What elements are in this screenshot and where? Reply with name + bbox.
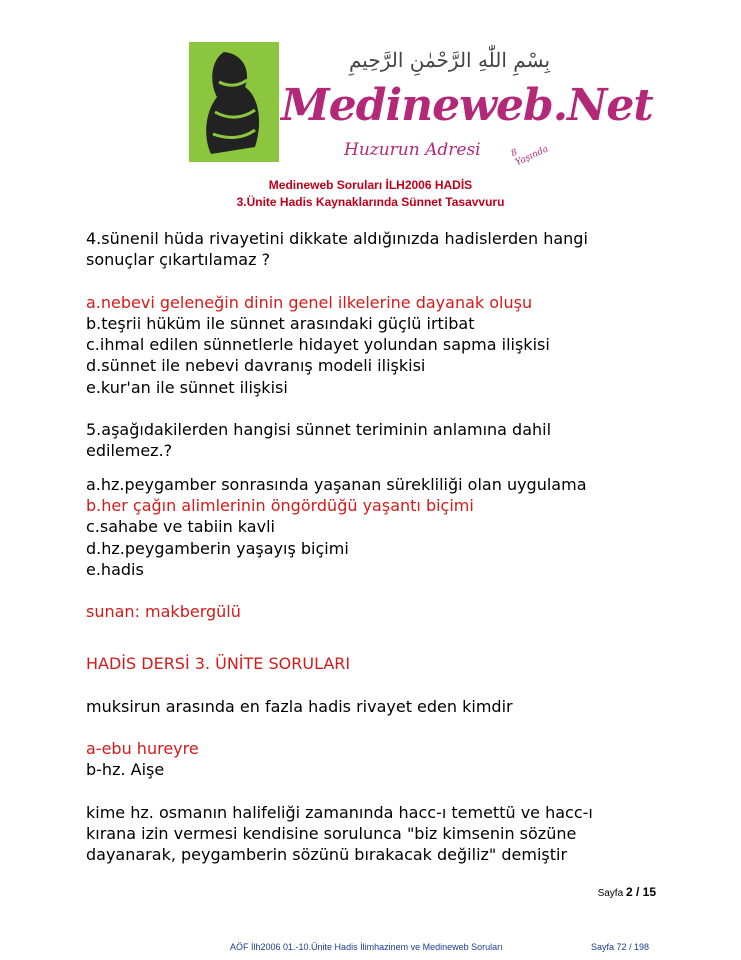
question-5-option-d: d.hz.peygamberin yaşayış biçimi xyxy=(86,538,349,558)
calligraphy-figure-icon xyxy=(189,42,279,162)
document-body xyxy=(86,228,726,866)
doc-header-title: Medineweb Soruları İLH2006 HADİS xyxy=(268,178,473,192)
question-5-option-c: c.sahabe ve tabiin kavli xyxy=(86,517,275,537)
question-4-answer-a: a.nebevi geleneğin dinin genel ilkelerine dayanak oluşu xyxy=(86,292,533,312)
question-4-option-e: e.kur'an ile sünnet ilişkisi xyxy=(86,377,288,397)
question-5-line-2: edilemez.? xyxy=(86,441,173,461)
question-osman-line-1: kime hz. osmanın halifeliği zamanında hacc-ı temettü ve hacc-ı xyxy=(86,802,593,822)
question-muksirun: muksirun arasında en fazla hadis rivayet eden kimdir xyxy=(86,696,513,716)
page-separator: / xyxy=(632,885,643,899)
brand-tagline: Huzurun Adresi xyxy=(344,140,481,160)
question-5-option-a: a.hz.peygamber sonrasında yaşanan sürekliliği olan uygulama xyxy=(86,474,587,494)
brand-years: 8 Yaşında xyxy=(509,144,550,169)
question-5-option-e: e.hadis xyxy=(86,559,144,579)
footer-source: AÖF İlh2006 01.-10.Ünite Hadis İlimhazinem ve Medineweb Soruları xyxy=(230,942,503,952)
basmala-calligraphy: بِسْمِ اللّٰهِ الرَّحْمٰنِ الرَّحِيمِ xyxy=(349,48,551,72)
footer-page: Sayfa 72 / 198 xyxy=(591,942,650,952)
calligraphy-figure-image xyxy=(189,42,279,162)
question-4-option-b: b.teşrii hüküm ile sünnet arasındaki güçlü irtibat xyxy=(86,313,475,333)
page-number xyxy=(598,885,656,899)
question-4-option-d: d.sünnet ile nebevi davranış modeli ilişkisi xyxy=(86,356,426,376)
brand-name: Medineweb.Net xyxy=(281,80,653,131)
page-current: 2 xyxy=(625,885,633,899)
question-muksirun-option-b: b-hz. Aişe xyxy=(86,760,165,780)
question-5-line-1: 5.aşağıdakilerden hangisi sünnet teriminin anlamına dahil xyxy=(86,420,552,440)
question-osman-line-3: dayanarak, peygamberin sözünü bırakacak değiliz" demiştir xyxy=(86,845,568,865)
question-muksirun-answer-a: a-ebu hureyre xyxy=(86,739,199,759)
question-osman-line-2: kırana izin vermesi kendisine sorulunca "biz kimsenin sözüne xyxy=(86,823,577,843)
medineweb-logo xyxy=(189,42,653,169)
page-total: 15 xyxy=(642,885,656,899)
question-4-line-1: 4.sünenil hüda rivayetini dikkate aldığınızda hadislerden hangi xyxy=(86,229,588,248)
question-5-answer-b: b.her çağın alimlerinin öngördüğü yaşantı biçimi xyxy=(86,495,474,515)
presenter-credit: sunan: makbergülü xyxy=(86,602,241,622)
page-label: Sayfa xyxy=(597,888,624,899)
section-title: HADİS DERSİ 3. ÜNİTE SORULARI xyxy=(86,654,351,674)
question-4-option-c: c.ihmal edilen sünnetlerle hidayet yolundan sapma ilişkisi xyxy=(86,335,550,355)
question-4-line-2: sonuçlar çıkartılamaz ? xyxy=(86,250,271,270)
doc-header-subtitle: 3.Ünite Hadis Kaynaklarında Sünnet Tasavvuru xyxy=(236,195,505,209)
